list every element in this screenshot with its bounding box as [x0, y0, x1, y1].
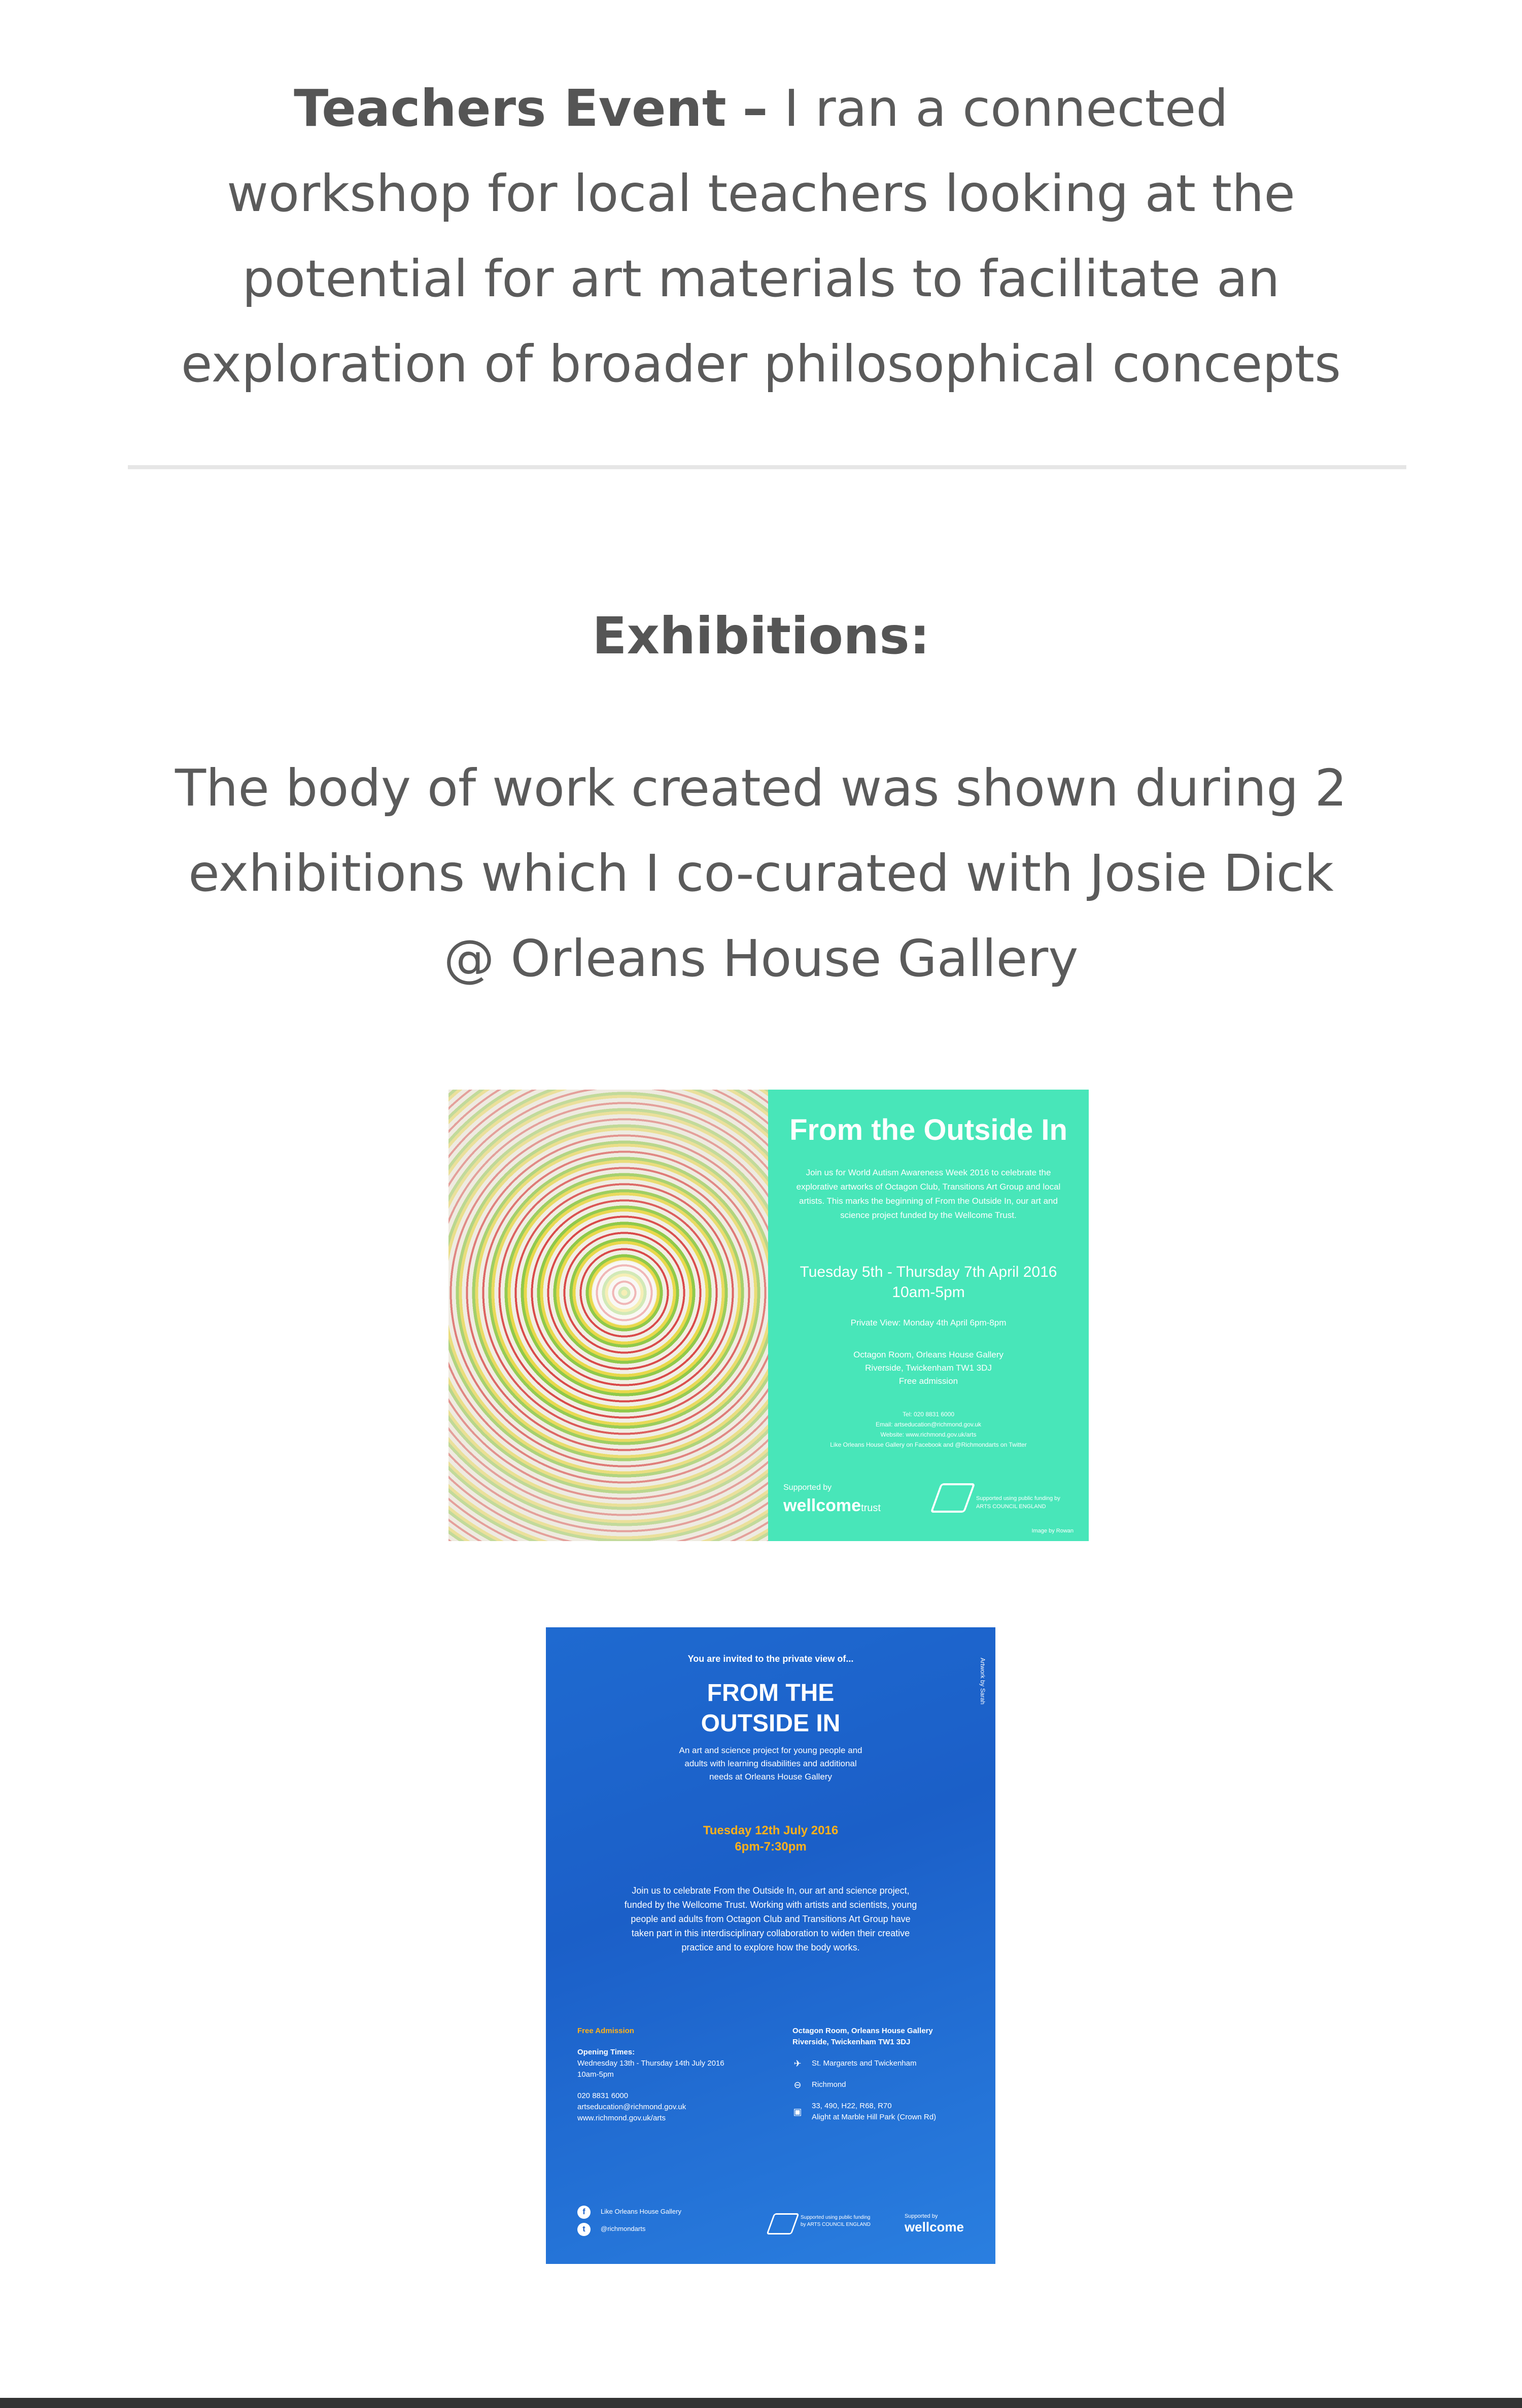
website: www.richmond.gov.uk/arts: [577, 2114, 666, 2122]
wellcome-word: wellcome: [783, 1496, 861, 1515]
facebook-icon: f: [577, 2206, 591, 2219]
train-stations: St. Margarets and Twickenham: [812, 2059, 917, 2068]
venue-line-2: Riverside, Twickenham TW1 3DJ: [792, 2038, 911, 2046]
opening-dates: Wednesday 13th - Thursday 14th July 2016: [577, 2059, 724, 2068]
exhibitions-heading: Exhibitions:: [592, 606, 930, 666]
bottom-edge-bar: [0, 2398, 1522, 2408]
poster-dates: [546, 1823, 995, 1855]
opening-hours: 10am-5pm: [577, 2070, 614, 2079]
arts-council-logo-icon: [766, 2213, 799, 2235]
twitter-text: @richmondarts: [601, 2225, 646, 2232]
poster-date-range: Tuesday 5th - Thursday 7th April 2016: [800, 1264, 1057, 1280]
supported-by: Supported by: [783, 1483, 832, 1492]
poster-dates: [768, 1262, 1089, 1303]
poster-private-view: Private View: Monday 4th April 6pm-8pm: [850, 1318, 1007, 1328]
teachers-event-text: I ran a connected workshop for local teachers looking at the potential for art materials to facilitate an exploration of broader philosophical concepts: [181, 79, 1341, 394]
admission: Free admission: [898, 1376, 958, 1386]
supported-by: Supported by: [904, 2213, 938, 2219]
train-icon: ✈: [793, 2058, 802, 2069]
bus-row: [792, 2101, 975, 2123]
poster-title: From the Outside In: [789, 1113, 1067, 1146]
social-links: [577, 2203, 681, 2238]
poster-intro: Join us for World Autism Awareness Week 2016 to celebrate the explorative artworks of Octagon Club, Transitions Art Group and local artists. This marks the beginning of From the Outside In, our art and science project funded by the Wellcome Trust.: [796, 1168, 1061, 1220]
contact-website: Website: www.richmond.gov.uk/arts: [880, 1431, 977, 1438]
wellcome-word: wellcome: [904, 2219, 964, 2235]
artwork-credit: Artwork by Sarah: [979, 1658, 986, 1705]
teachers-event-label: Teachers Event: [294, 79, 727, 138]
underground-icon: ⊖: [793, 2080, 802, 2090]
title-line-1: FROM THE: [707, 1680, 835, 1706]
exhibitions-text: The body of work created was shown during 2 exhibitions which I co-curated with Josie Dick @ Orleans House Gallery: [175, 758, 1347, 988]
poster-subtitle: An art and science project for young people and adults with learning disabilities and additional needs at Orleans House Gallery: [679, 1746, 862, 1782]
poster-title: [546, 1678, 995, 1739]
poster-invite: You are invited to the private view of...: [687, 1654, 854, 1664]
bus-icon: ▣: [793, 2107, 802, 2117]
poster-details-left: [577, 2026, 770, 2124]
opening-label: Opening Times:: [577, 2048, 635, 2056]
arts-council-text: Supported using public funding by ARTS COUNCIL ENGLAND: [801, 2215, 871, 2227]
bus-stop: Alight at Marble Hill Park (Crown Rd): [812, 2113, 937, 2121]
exhibition-poster-july[interactable]: [546, 1627, 995, 2264]
exhibition-poster-april[interactable]: [448, 1090, 1089, 1541]
poster-footer: [783, 1470, 1074, 1534]
bus-routes: 33, 490, H22, R68, R70: [812, 2102, 892, 2110]
poster-details-right: [792, 2026, 975, 2123]
time-line: 6pm-7:30pm: [735, 1840, 807, 1854]
title-line-2: OUTSIDE IN: [701, 1710, 841, 1737]
scribble-artwork: [448, 1090, 768, 1541]
teachers-event-paragraph: [167, 66, 1355, 407]
poster-info-panel: [768, 1090, 1089, 1541]
tube-row: [792, 2079, 975, 2090]
wellcome-logo: [905, 2213, 964, 2235]
date-line: Tuesday 12th July 2016: [703, 1824, 839, 1837]
contact-email: Email: artseducation@richmond.gov.uk: [875, 1421, 982, 1428]
dash: –: [742, 79, 768, 138]
poster-contact: [788, 1409, 1068, 1450]
venue-line-2: Riverside, Twickenham TW1 3DJ: [865, 1363, 992, 1373]
section-divider: [128, 465, 1406, 469]
arts-council-logo-icon: [930, 1483, 975, 1513]
facebook-text: Like Orleans House Gallery: [601, 2208, 681, 2215]
venue-line-1: Octagon Room, Orleans House Gallery: [853, 1350, 1004, 1359]
free-admission: Free Admission: [577, 2027, 634, 2035]
wellcome-logo: [783, 1496, 881, 1516]
contact-tel: Tel: 020 8831 6000: [902, 1411, 955, 1418]
train-row: [792, 2058, 975, 2069]
twitter-icon: t: [577, 2223, 591, 2236]
poster-footer: [577, 2203, 964, 2244]
email: artseducation@richmond.gov.uk: [577, 2103, 686, 2111]
venue-line-1: Octagon Room, Orleans House Gallery: [792, 2027, 933, 2035]
wellcome-suffix: trust: [861, 1503, 881, 1514]
tube-station: Richmond: [812, 2080, 846, 2089]
poster-hours: 10am-5pm: [892, 1284, 965, 1301]
image-credit: Image by Rowan: [1031, 1528, 1074, 1534]
arts-council-text: Supported using public funding by ARTS COUNCIL ENGLAND: [976, 1495, 1060, 1510]
poster-venue: [768, 1348, 1089, 1388]
contact-social: Like Orleans House Gallery on Facebook and @Richmondarts on Twitter: [830, 1441, 1027, 1448]
phone: 020 8831 6000: [577, 2091, 629, 2100]
poster-body: Join us to celebrate From the Outside In, our art and science project, funded by the Wellcome Trust. Working with artists and scientists, young people and adults from Octagon Club and Transitions Art Group have taken part in this interdisciplinary collaboration to widen their creative practice and to explore how the body works.: [624, 1886, 917, 1952]
